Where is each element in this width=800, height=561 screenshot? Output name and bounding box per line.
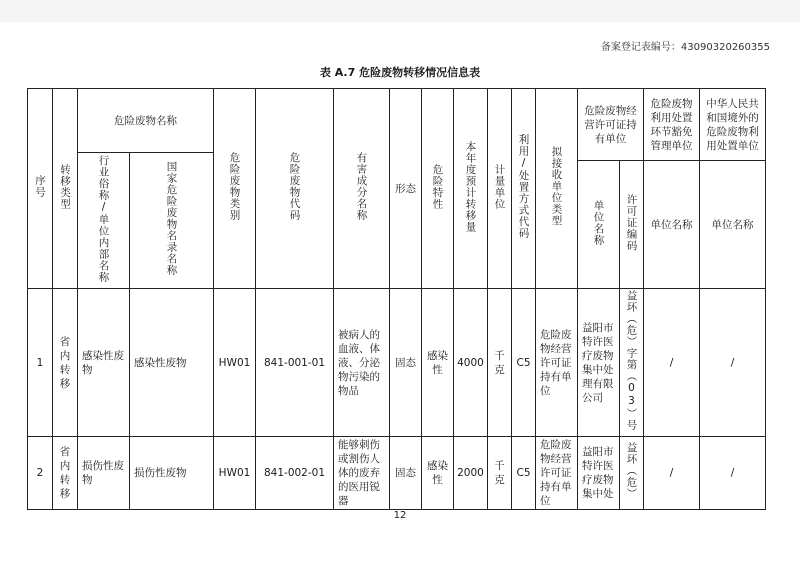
cell-national-name: 感染性废物 (130, 289, 214, 437)
waste-transfer-table (27, 88, 766, 510)
cell-receiver-type: 危险废物经营许可证持有单位 (536, 437, 578, 510)
col-license-no-header: 许可证编码 (620, 161, 644, 289)
col-national-name-header: 国家危险废物名录名称 (130, 153, 214, 289)
col-unit-name-header: 单位名称 (578, 161, 620, 289)
cell-harmful: 被病人的血液、体液、分泌物污染的物品 (334, 289, 390, 437)
page-number: 12 (393, 510, 407, 521)
col-industry-name-header: 行业俗称/单位内部名称 (78, 153, 130, 289)
col-license-holder-group-header: 危险废物经营许可证持有单位 (578, 89, 644, 161)
scan-top-band (0, 0, 800, 22)
header-row-1 (28, 89, 766, 153)
col-annual-qty-header: 本年度预计转移量 (454, 89, 488, 289)
col-unit-header: 计量单位 (488, 89, 512, 289)
cell-category: HW01 (214, 289, 256, 437)
cell-industry-name: 损伤性废物 (78, 437, 130, 510)
cell-unit-name: 益阳市特许医疗废物集中处 (578, 437, 620, 510)
col-category-header: 危险废物类别 (214, 89, 256, 289)
cell-form: 固态 (390, 437, 422, 510)
col-transfer-type-header: 转移类型 (53, 89, 78, 289)
col-code-header: 危险废物代码 (256, 89, 334, 289)
cell-overseas: / (700, 289, 766, 437)
cell-form: 固态 (390, 289, 422, 437)
cell-license-no: 益环（危） (620, 437, 644, 510)
col-waste-name-group-header: 危险废物名称 (78, 89, 214, 153)
cell-transfer-type: 省内转移 (53, 437, 78, 510)
cell-unit: 千克 (488, 289, 512, 437)
cell-license-no: 益环（危）字第（03）号 (620, 289, 644, 437)
cell-property: 感染性 (422, 437, 454, 510)
col-property-header: 危险特性 (422, 89, 454, 289)
cell-method: C5 (512, 437, 536, 510)
cell-code: 841-002-01 (256, 437, 334, 510)
cell-harmful: 能够刺伤或割伤人体的废弃的医用锐器 (334, 437, 390, 510)
col-exempt-group-header: 危险废物利用处置环节豁免管理单位 (644, 89, 700, 161)
cell-transfer-type: 省内转移 (53, 289, 78, 437)
col-harmful-header: 有害成分名称 (334, 89, 390, 289)
cell-exempt: / (644, 437, 700, 510)
table-row (28, 437, 766, 510)
col-receiver-type-header: 拟接收单位类型 (536, 89, 578, 289)
cell-category: HW01 (214, 437, 256, 510)
cell-receiver-type: 危险废物经营许可证持有单位 (536, 289, 578, 437)
col-overseas-group-header: 中华人民共和国境外的危险废物利用处置单位 (700, 89, 766, 161)
col-overseas-unit-name-header: 单位名称 (700, 161, 766, 289)
cell-property: 感染性 (422, 289, 454, 437)
record-number: 备案登记表编号：43090320260355 (600, 42, 770, 53)
table-row (28, 289, 766, 437)
cell-overseas: / (700, 437, 766, 510)
cell-unit-name: 益阳市特许医疗废物集中处理有限公司 (578, 289, 620, 437)
cell-unit: 千克 (488, 437, 512, 510)
col-method-code-header: 利用/处置方式代码 (512, 89, 536, 289)
col-exempt-unit-name-header: 单位名称 (644, 161, 700, 289)
cell-seq: 1 (28, 289, 53, 437)
table-caption: 表 A.7 危险废物转移情况信息表 (319, 66, 481, 79)
cell-method: C5 (512, 289, 536, 437)
cell-qty: 2000 (454, 437, 488, 510)
col-seq-header: 序号 (28, 89, 53, 289)
cell-seq: 2 (28, 437, 53, 510)
cell-exempt: / (644, 289, 700, 437)
cell-national-name: 损伤性废物 (130, 437, 214, 510)
cell-industry-name: 感染性废物 (78, 289, 130, 437)
col-form-header: 形态 (390, 89, 422, 289)
cell-code: 841-001-01 (256, 289, 334, 437)
cell-qty: 4000 (454, 289, 488, 437)
